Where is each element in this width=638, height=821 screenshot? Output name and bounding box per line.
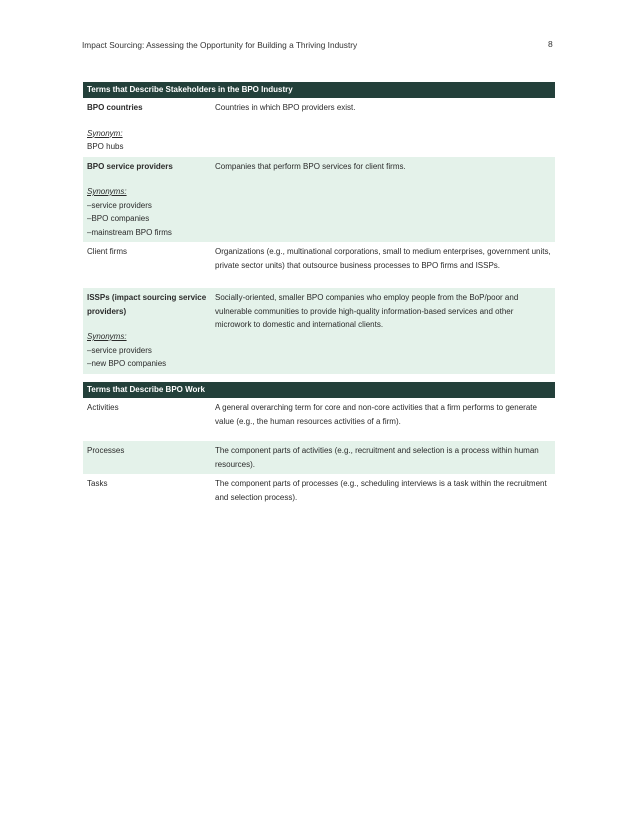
definition-cell: Companies that perform BPO services for client firms. (211, 157, 555, 243)
definition-cell: Organizations (e.g., multinational corporations, small to medium enterprises, government units, private sector units) that outsource business processes to BPO firms and ISSPs. (215, 247, 551, 270)
table-row (83, 98, 555, 157)
term-label: BPO countries (87, 103, 143, 112)
running-header-title: Impact Sourcing: Assessing the Opportunity for Building a Thriving Industry (82, 40, 358, 50)
table-row (83, 157, 555, 243)
term-cell: Activities (87, 403, 119, 412)
definition-cell: The component parts of processes (e.g., scheduling interviews is a task within the recruitment and selection process). (215, 479, 547, 502)
term-label: BPO service providers (87, 161, 173, 171)
synonym-item: –new BPO companies (87, 359, 167, 368)
table-row (83, 441, 555, 474)
page-number: 8 (548, 39, 553, 49)
synonym-item: –mainstream BPO firms (87, 227, 172, 237)
table-row (83, 474, 555, 507)
stakeholders-terms-table (83, 82, 555, 374)
term-cell (83, 98, 211, 157)
table-row (83, 398, 555, 441)
synonym-item: BPO hubs (87, 142, 124, 151)
term-cell: Tasks (87, 479, 108, 488)
synonym-item: –service providers (87, 200, 152, 210)
bpo-work-terms-table (83, 382, 555, 507)
definition-cell: The component parts of activities (e.g., recruitment and selection is a process within human resources). (211, 441, 555, 474)
stakeholders-table-heading: Terms that Describe Stakeholders in the BPO Industry (83, 82, 555, 98)
definition-cell: A general overarching term for core and non-core activities that a firm performs to generate value (e.g., the human resources activities of a firm). (215, 403, 537, 426)
synonym-item: –service providers (87, 345, 152, 355)
term-label: ISSPs (impact sourcing service providers) (87, 293, 207, 316)
definition-cell: Countries in which BPO providers exist. (215, 103, 356, 112)
term-cell (83, 242, 211, 288)
synonym-label: Synonym: (87, 128, 123, 138)
table-row (83, 242, 555, 288)
synonym-item: –BPO companies (87, 214, 150, 223)
synonym-label: Synonyms: (87, 187, 127, 196)
bpo-work-table-heading: Terms that Describe BPO Work (83, 382, 555, 398)
term-label: Client firms (87, 247, 128, 256)
term-cell (83, 157, 211, 243)
definition-cell: Socially-oriented, smaller BPO companies who employ people from the BoP/poor and vulnerable communities to provide high-quality information-based services and other microwork to domestic and international clients. (211, 288, 555, 374)
synonym-label: Synonyms: (87, 332, 127, 341)
term-cell (83, 288, 211, 374)
term-cell: Processes (83, 441, 211, 474)
table-row (83, 288, 555, 374)
